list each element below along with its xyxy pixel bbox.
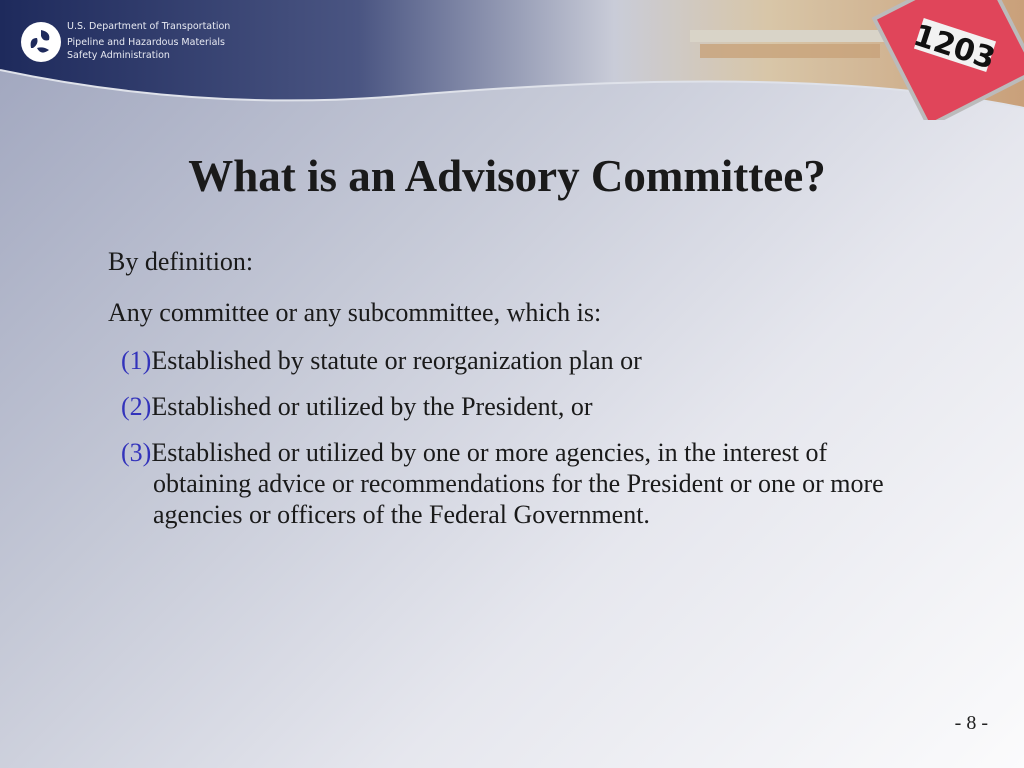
item-number: (2) <box>121 392 152 421</box>
page-number: - 8 - <box>954 712 988 734</box>
agency-name: U.S. Department of Transportation <box>67 21 231 32</box>
item-text-continued: obtaining advice or recommendations for the President or one or more <box>153 469 884 498</box>
item-text: Established or utilized by one or more agencies, in the interest of <box>151 438 828 467</box>
item-number: (1) <box>121 346 152 375</box>
list-item <box>121 438 827 468</box>
list-item <box>121 392 593 422</box>
dot-logo-icon <box>21 22 61 62</box>
item-text: Established by statute or reorganization plan or <box>151 346 642 375</box>
intro-text: By definition: <box>108 247 254 276</box>
agency-subname-2: Safety Administration <box>67 50 170 61</box>
list-item <box>121 346 642 376</box>
item-text-continued: agencies or officers of the Federal Government. <box>153 500 650 529</box>
item-text: Established or utilized by the President, or <box>151 392 593 421</box>
agency-subname: Pipeline and Hazardous Materials <box>67 37 225 48</box>
slide-header <box>0 0 1024 120</box>
item-number: (3) <box>121 438 152 467</box>
slide-title: What is an Advisory Committee? <box>188 151 826 201</box>
intro-text-2: Any committee or any subcommittee, which is: <box>108 298 602 327</box>
placard-number: 1203 <box>909 17 1000 77</box>
pipeline-image <box>690 30 890 58</box>
